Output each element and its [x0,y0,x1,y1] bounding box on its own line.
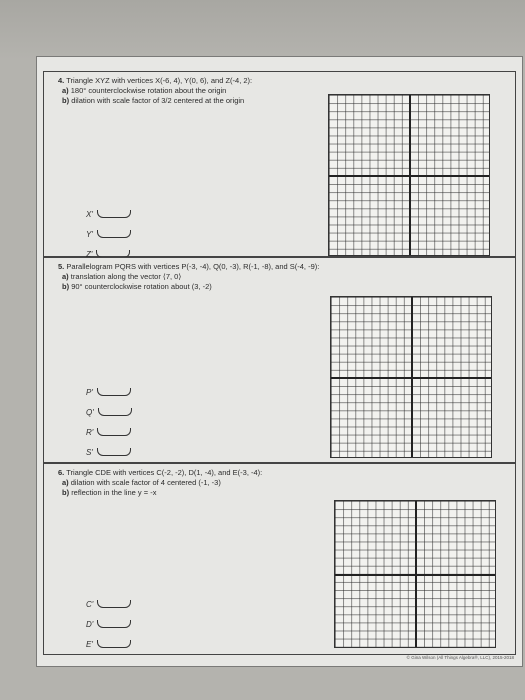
answer-blank[interactable] [97,600,131,608]
part-b: b) dilation with scale factor of 3/2 centered at the origin [62,96,245,105]
problem-6-header [58,468,511,498]
answer-row: S' [86,442,132,462]
problem-5-header [58,262,511,292]
coordinate-grid[interactable] [334,500,496,648]
coordinate-grid[interactable] [328,94,490,256]
answer-row: Q' [86,402,132,422]
problem-statement: Parallelogram PQRS with vertices P(-3, -4), Q(0, -3), R(-1, -8), and S(-4, -9): [66,262,320,271]
answer-row: C' [86,594,131,614]
answer-row: E' [86,634,131,654]
part-b: b) reflection in the line y = -x [62,488,157,497]
problem-6 [43,463,516,655]
part-a: a) translation along the vector ⟨7, 0⟩ [62,272,182,281]
background-shadow [0,0,525,60]
answer-blank[interactable] [97,620,131,628]
problem-5 [43,257,516,463]
answer-blank[interactable] [97,428,131,436]
answer-list [86,382,132,462]
problem-statement: Triangle CDE with vertices C(-2, -2), D(1, -4), and E(-3, -4): [66,468,263,477]
answer-blank[interactable] [97,640,131,648]
answer-blank[interactable] [97,210,131,218]
problem-number: 4. [58,76,65,85]
answer-blank[interactable] [97,230,131,238]
problem-statement: Triangle XYZ with vertices X(-6, 4), Y(0, 6), and Z(-4, 2): [66,76,253,85]
answer-row: Z' [86,244,131,264]
problem-number: 5. [58,262,65,271]
part-a: a) dilation with scale factor of 4 centered (-1, -3) [62,478,221,487]
answer-row: R' [86,422,132,442]
answer-blank[interactable] [98,408,132,416]
problem-4 [43,71,516,257]
answer-blank[interactable] [97,388,131,396]
answer-row: D' [86,614,131,634]
problem-number: 6. [58,468,65,477]
copyright-footer: © Gina Wilson (All Things Algebra®, LLC), 2015-2018 [406,655,514,660]
answer-list [86,594,131,654]
part-a: a) 180° counterclockwise rotation about the origin [62,86,227,95]
answer-row: P' [86,382,132,402]
worksheet-page [36,56,523,667]
answer-blank[interactable] [97,448,131,456]
answer-list [86,204,131,264]
part-b: b) 90° counterclockwise rotation about (3, -2) [62,282,212,291]
answer-row: X' [86,204,131,224]
coordinate-grid[interactable] [330,296,492,458]
answer-row: Y' [86,224,131,244]
